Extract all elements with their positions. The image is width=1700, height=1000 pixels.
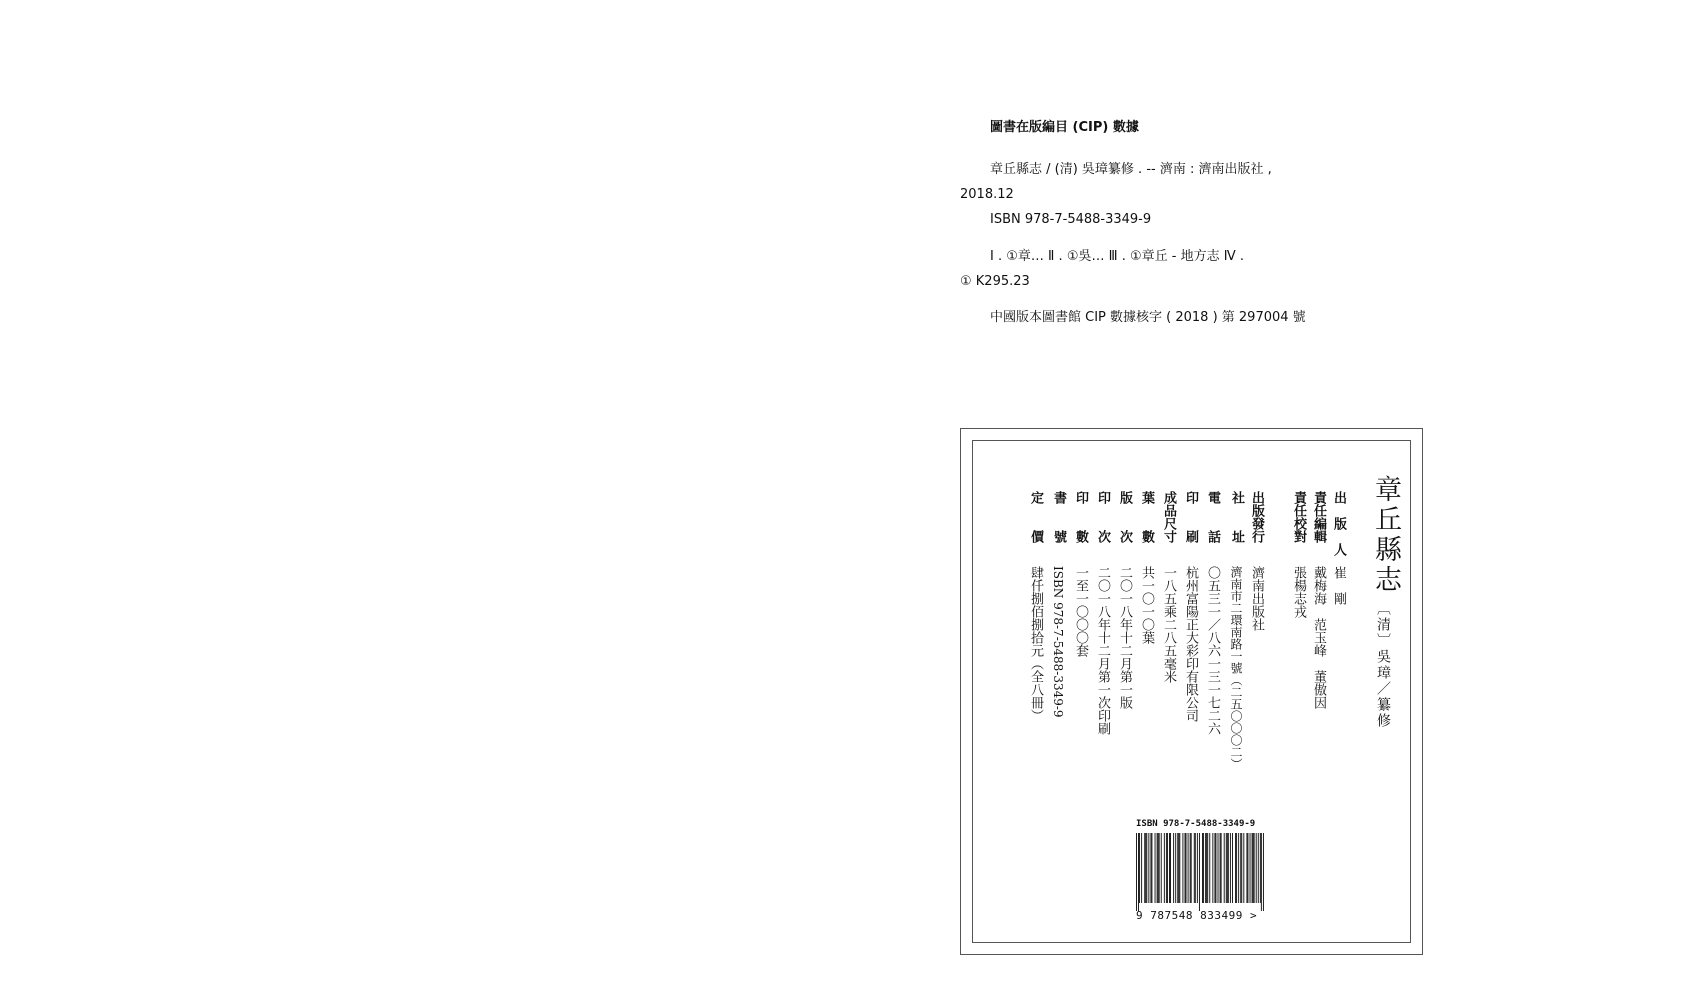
barcode-bar — [1164, 833, 1165, 903]
colophon-value: ISBN 978-7-5488-3349-9 — [1051, 566, 1065, 718]
barcode-bar — [1258, 833, 1259, 903]
barcode-bar — [1173, 833, 1174, 903]
colophon-row-leaves — [1136, 491, 1156, 791]
barcode-bar — [1236, 833, 1237, 903]
colophon-row-isbn — [1048, 491, 1068, 791]
barcode-bar — [1167, 833, 1168, 903]
barcode-bar — [1263, 833, 1264, 911]
barcode-bar — [1188, 833, 1189, 903]
colophon-value: 崔 剛 — [1331, 566, 1346, 605]
barcode-bar — [1206, 833, 1207, 903]
barcode-bar — [1214, 833, 1215, 903]
colophon-row-printer — [1180, 491, 1200, 791]
colophon-row-phone — [1202, 491, 1222, 791]
barcode-bar — [1191, 833, 1192, 903]
barcode-bar — [1177, 833, 1178, 903]
barcode-bar — [1226, 833, 1227, 903]
colophon-row-proofreader — [1288, 491, 1308, 791]
barcode-bar — [1230, 833, 1231, 903]
barcode-bar — [1138, 833, 1139, 911]
barcode-bar — [1227, 833, 1228, 903]
colophon-value: 濟南市二環南路一號（二五〇〇〇二） — [1229, 566, 1243, 770]
barcode-bar — [1197, 833, 1198, 903]
barcode-bar — [1150, 833, 1151, 903]
barcode-digits: 9 787548 833499 > — [1136, 909, 1258, 922]
barcode-bar — [1151, 833, 1152, 903]
barcode-bars — [1136, 833, 1264, 911]
barcode-bar — [1141, 833, 1142, 903]
barcode-bar — [1205, 833, 1206, 903]
colophon-inner-frame — [972, 440, 1411, 943]
colophon-row-price — [1025, 491, 1045, 791]
colophon-value: 張楊志戎 — [1291, 566, 1306, 618]
colophon-value: 戴梅海 范玉峰 董傲因 — [1311, 566, 1326, 709]
barcode-bar — [1146, 833, 1147, 903]
colophon-value: 一八五乘二八五毫米 — [1161, 566, 1176, 683]
barcode-bar — [1139, 833, 1140, 903]
barcode-bar — [1185, 833, 1186, 903]
cip-line-isbn: ISBN 978-7-5488-3349-9 — [990, 212, 1152, 227]
barcode-bar — [1235, 833, 1236, 903]
barcode-bar — [1252, 833, 1253, 903]
colophon-label: 葉 數 — [1139, 491, 1154, 543]
barcode-bar — [1254, 833, 1255, 903]
barcode-bar — [1170, 833, 1171, 903]
colophon-value: 杭州富陽正大彩印有限公司 — [1183, 566, 1198, 722]
colophon-label: 印 數 — [1073, 491, 1088, 543]
barcode-bar — [1166, 833, 1167, 903]
barcode-bar — [1250, 833, 1251, 903]
barcode-bar — [1145, 833, 1146, 903]
book-title: 章丘縣志 — [1370, 475, 1401, 595]
barcode-bar — [1261, 833, 1262, 911]
colophon-label: 印 刷 — [1183, 491, 1198, 543]
barcode-bar — [1246, 833, 1247, 903]
barcode-bar — [1212, 833, 1213, 903]
barcode-bar — [1186, 833, 1187, 903]
barcode-bar — [1178, 833, 1179, 903]
cip-title: 圖書在版編目 (CIP) 數據 — [990, 120, 1139, 135]
cip-line-subjects: Ⅰ . ①章… Ⅱ . ①吳… Ⅲ . ①章丘 - 地方志 Ⅳ . — [990, 249, 1244, 264]
colophon-row-distributor — [1246, 491, 1266, 791]
colophon-label: 成品尺寸 — [1161, 491, 1176, 543]
barcode-bar — [1203, 833, 1204, 903]
barcode-bar — [1253, 833, 1254, 903]
colophon-value: 一至一〇〇〇套 — [1073, 566, 1088, 657]
barcode-bar — [1148, 833, 1149, 903]
barcode-bar — [1136, 833, 1137, 911]
barcode-bar — [1238, 833, 1239, 903]
barcode-bar — [1207, 833, 1208, 903]
cip-line-classification: ① K295.23 — [960, 274, 1030, 289]
colophon-value: 肆仟捌佰捌拾元（全八冊） — [1028, 566, 1043, 722]
colophon-frame — [960, 428, 1423, 955]
barcode-bar — [1247, 833, 1248, 903]
barcode-bar — [1169, 833, 1170, 903]
colophon-label: 定 價 — [1028, 491, 1043, 543]
colophon-value: 共一〇一〇葉 — [1139, 566, 1154, 644]
colophon-label: 書 號 — [1051, 491, 1066, 543]
barcode-bar — [1194, 833, 1195, 903]
colophon-label: 出版發行 — [1249, 491, 1264, 543]
barcode-bar — [1224, 833, 1225, 903]
colophon-value: 二〇一八年十二月第一版 — [1117, 566, 1132, 709]
barcode-bar — [1175, 833, 1176, 903]
colophon-label: 印 次 — [1095, 491, 1110, 543]
barcode-bar — [1241, 833, 1242, 903]
colophon-row-printing — [1092, 491, 1112, 791]
colophon-row-address — [1226, 491, 1246, 791]
colophon-label: 出 版 人 — [1331, 491, 1346, 556]
colophon-row-size — [1158, 491, 1178, 791]
barcode-bar — [1158, 833, 1159, 903]
isbn-barcode — [1136, 819, 1276, 922]
colophon-value: 〇五三一／八六一三一七二六 — [1205, 566, 1220, 735]
colophon-label: 責任校對 — [1291, 491, 1306, 543]
colophon-row-publisher — [1328, 491, 1348, 791]
barcode-bar — [1215, 833, 1216, 903]
barcode-bar — [1232, 833, 1233, 903]
colophon-value: 二〇一八年十二月第一次印刷 — [1095, 566, 1110, 735]
barcode-bar — [1157, 833, 1158, 903]
barcode-bar — [1256, 833, 1257, 903]
colophon-label: 社 址 — [1229, 491, 1244, 543]
barcode-bar — [1179, 833, 1180, 903]
cip-line-record-number: 中國版本圖書館 CIP 數據核字 ( 2018 ) 第 297004 號 — [990, 310, 1306, 325]
barcode-bar — [1182, 833, 1183, 903]
colophon-row-editors — [1308, 491, 1328, 791]
barcode-bar — [1159, 833, 1160, 903]
cip-line-date: 2018.12 — [960, 187, 1014, 202]
colophon-row-print-run — [1070, 491, 1090, 791]
book-author: 〔清〕吳璋／纂修 — [1375, 601, 1391, 729]
colophon-value: 濟南出版社 — [1249, 566, 1264, 631]
barcode-bar — [1195, 833, 1196, 903]
barcode-bar — [1199, 833, 1200, 911]
barcode-bar — [1243, 833, 1244, 903]
barcode-bar — [1161, 833, 1162, 903]
barcode-bar — [1202, 833, 1203, 903]
barcode-bar — [1155, 833, 1156, 903]
barcode-bar — [1221, 833, 1222, 903]
barcode-bar — [1260, 833, 1261, 903]
colophon-label: 責任編輯 — [1311, 491, 1326, 543]
barcode-isbn-text: ISBN 978-7-5488-3349-9 — [1136, 819, 1256, 829]
barcode-bar — [1144, 833, 1145, 903]
colophon-label: 版 次 — [1117, 491, 1132, 543]
barcode-bar — [1240, 833, 1241, 903]
cip-line-title-author: 章丘縣志 / (清) 吳璋纂修 . -- 濟南 : 濟南出版社 , — [990, 162, 1272, 177]
barcode-bar — [1218, 833, 1219, 903]
barcode-bar — [1209, 833, 1210, 903]
colophon-label: 電 話 — [1205, 491, 1220, 543]
barcode-bar — [1190, 833, 1191, 903]
barcode-bar — [1220, 833, 1221, 903]
barcode-bar — [1228, 833, 1229, 903]
colophon-row-edition — [1114, 491, 1134, 791]
